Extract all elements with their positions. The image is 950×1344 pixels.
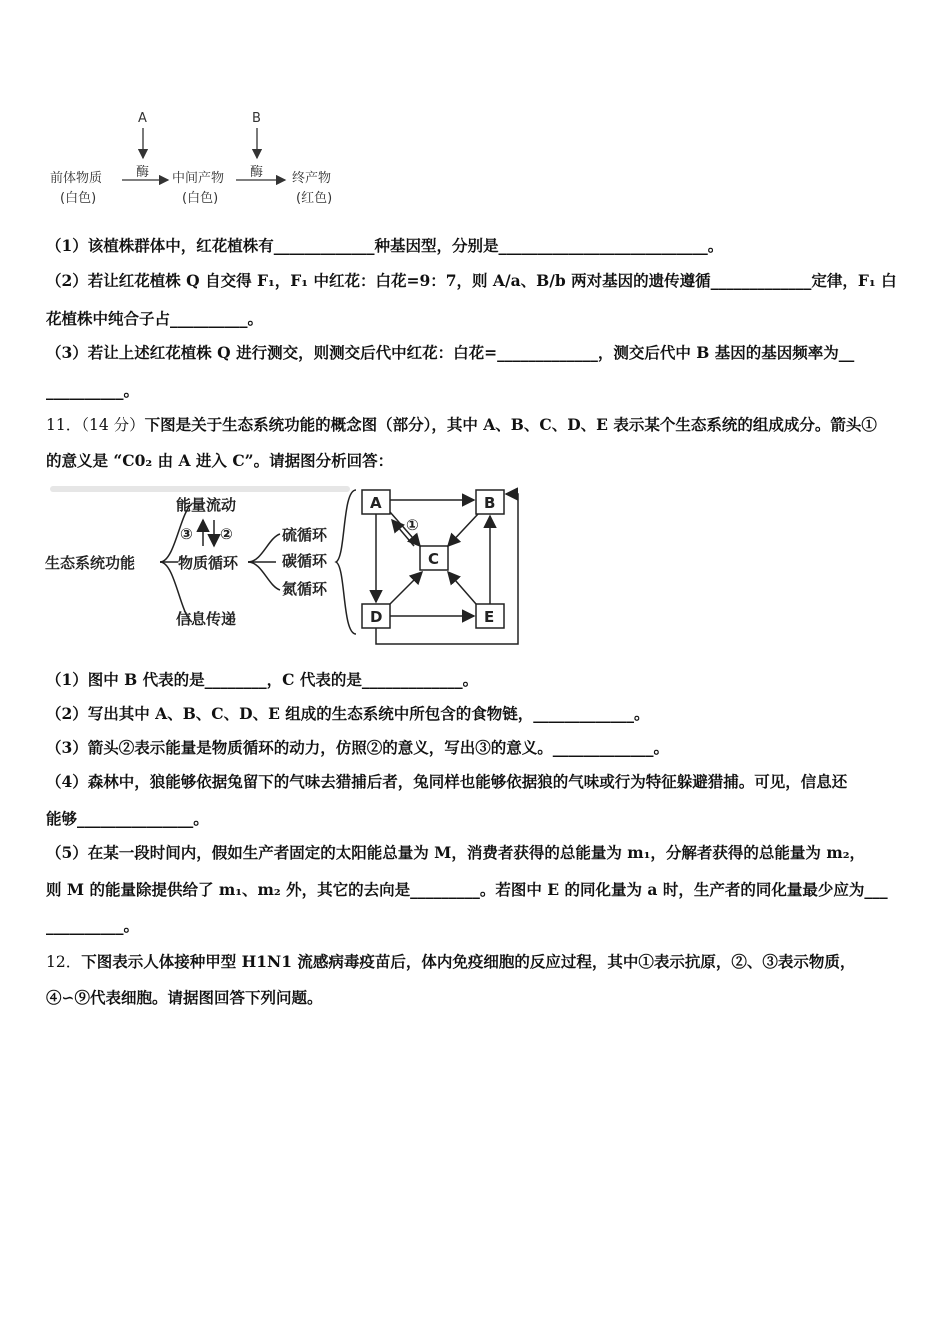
q10-part3-line2: __________。 — [46, 381, 140, 400]
end-product-color: (红色) — [296, 191, 333, 206]
intermediate-color: (白色) — [182, 191, 219, 206]
edge-b-c — [448, 514, 478, 546]
q10-part1: （1）该植株群体中，红花植株有_____________种基因型，分别是___________________________。 — [46, 236, 724, 255]
precursor-label: 前体物质 — [50, 171, 103, 186]
q11-sub4-line2: 能够_______________。 — [46, 809, 209, 828]
ecosystem-function-diagram — [40, 482, 530, 652]
q11-sub5-line1: （5）在某一段时间内，假如生产者固定的太阳能总量为 M，消费者获得的总能量为 m₁，分解者获得的总能量为 m₂， — [46, 843, 866, 862]
q12-text: 下图表示人体接种甲型 H1N1 流感病毒疫苗后，体内免疫细胞的反应过程，其中①表示抗原，②、③表示物质， — [81, 952, 856, 971]
q11-intro-text: 下图是关于生态系统功能的概念图（部分），其中 A、B、C、D、E 表示某个生态系统的组成成分。箭头① — [144, 415, 877, 434]
arrow3-label: ③ — [180, 525, 193, 543]
arrow2-label: ② — [220, 525, 233, 543]
edge-e-c — [448, 572, 476, 604]
q11-intro-line2: 的意义是 “C0₂ 由 A 进入 C”。请据图分析回答： — [46, 451, 394, 470]
q10-part2-line2: 花植株中纯合子占__________。 — [46, 309, 264, 328]
q10-part2-line1: （2）若让红花植株 Q 自交得 F₁，F₁ 中红花：白花=9：7，则 A/a、B/b 两对基因的遗传遵循_____________定律，F₁ 白 — [46, 271, 897, 290]
q12-number: 12． — [46, 953, 82, 971]
enzyme-a-label: A — [138, 111, 147, 126]
q11-sub5-line2: 则 M 的能量除提供给了 m₁、m₂ 外，其它的去向是_________。若图中 E 的同化量为 a 时，生产者的同化量最少应为___ — [46, 880, 888, 899]
q11-sub4-line1: （4）森林中，狼能够依据兔留下的气味去猎捕后者，兔同样也能够依据狼的气味或行为特征躲避猎捕。可见，信息还 — [46, 772, 848, 791]
q10-part3-line1: （3）若让上述红花植株 Q 进行测交，则测交后代中红花：白花=_____________，测交后代中 B 基因的基因频率为__ — [46, 343, 855, 362]
enzyme-label-1: 酶 — [136, 165, 150, 180]
end-product-label: 终产物 — [292, 171, 332, 186]
cycle-sulfur: 硫循环 — [282, 526, 328, 544]
edge-d-c — [390, 572, 422, 604]
q11-number: 11．（14 分） — [46, 416, 145, 434]
precursor-color: (白色) — [60, 191, 97, 206]
svg-text:E: E — [484, 608, 495, 626]
intermediate-label: 中间产物 — [172, 171, 225, 186]
enzyme-b-label: B — [252, 111, 261, 126]
branch-information: 信息传递 — [176, 610, 237, 628]
svg-text:D: D — [370, 608, 383, 626]
svg-text:C: C — [428, 550, 440, 568]
q11-sub1: （1）图中 B 代表的是________，C 代表的是_____________。 — [46, 670, 479, 689]
branch-energy-flow: 能量流动 — [176, 496, 237, 514]
q11-sub2: （2）写出其中 A、B、C、D、E 组成的生态系统中所包含的食物链，_____________。 — [46, 704, 650, 723]
svg-text:B: B — [484, 494, 496, 512]
cycle-carbon: 碳循环 — [282, 552, 328, 570]
q12-line1 — [46, 952, 855, 972]
q11-intro-line1 — [46, 415, 877, 435]
q12-line2: ④∽⑨代表细胞。请据图回答下列问题。 — [46, 988, 323, 1007]
arrow1-label: ① — [406, 516, 419, 534]
cycle-nitrogen: 氮循环 — [282, 580, 328, 598]
q11-sub5-line3: __________。 — [46, 916, 140, 935]
branch-material-cycle: 物质循环 — [178, 554, 239, 572]
enzyme-label-2: 酶 — [250, 165, 264, 180]
svg-text:A: A — [370, 494, 382, 512]
root-label: 生态系统功能 — [45, 554, 136, 572]
enzyme-pathway-diagram — [40, 100, 360, 215]
q11-sub3: （3）箭头②表示能量是物质循环的动力，仿照②的意义，写出③的意义。_____________。 — [46, 738, 670, 757]
